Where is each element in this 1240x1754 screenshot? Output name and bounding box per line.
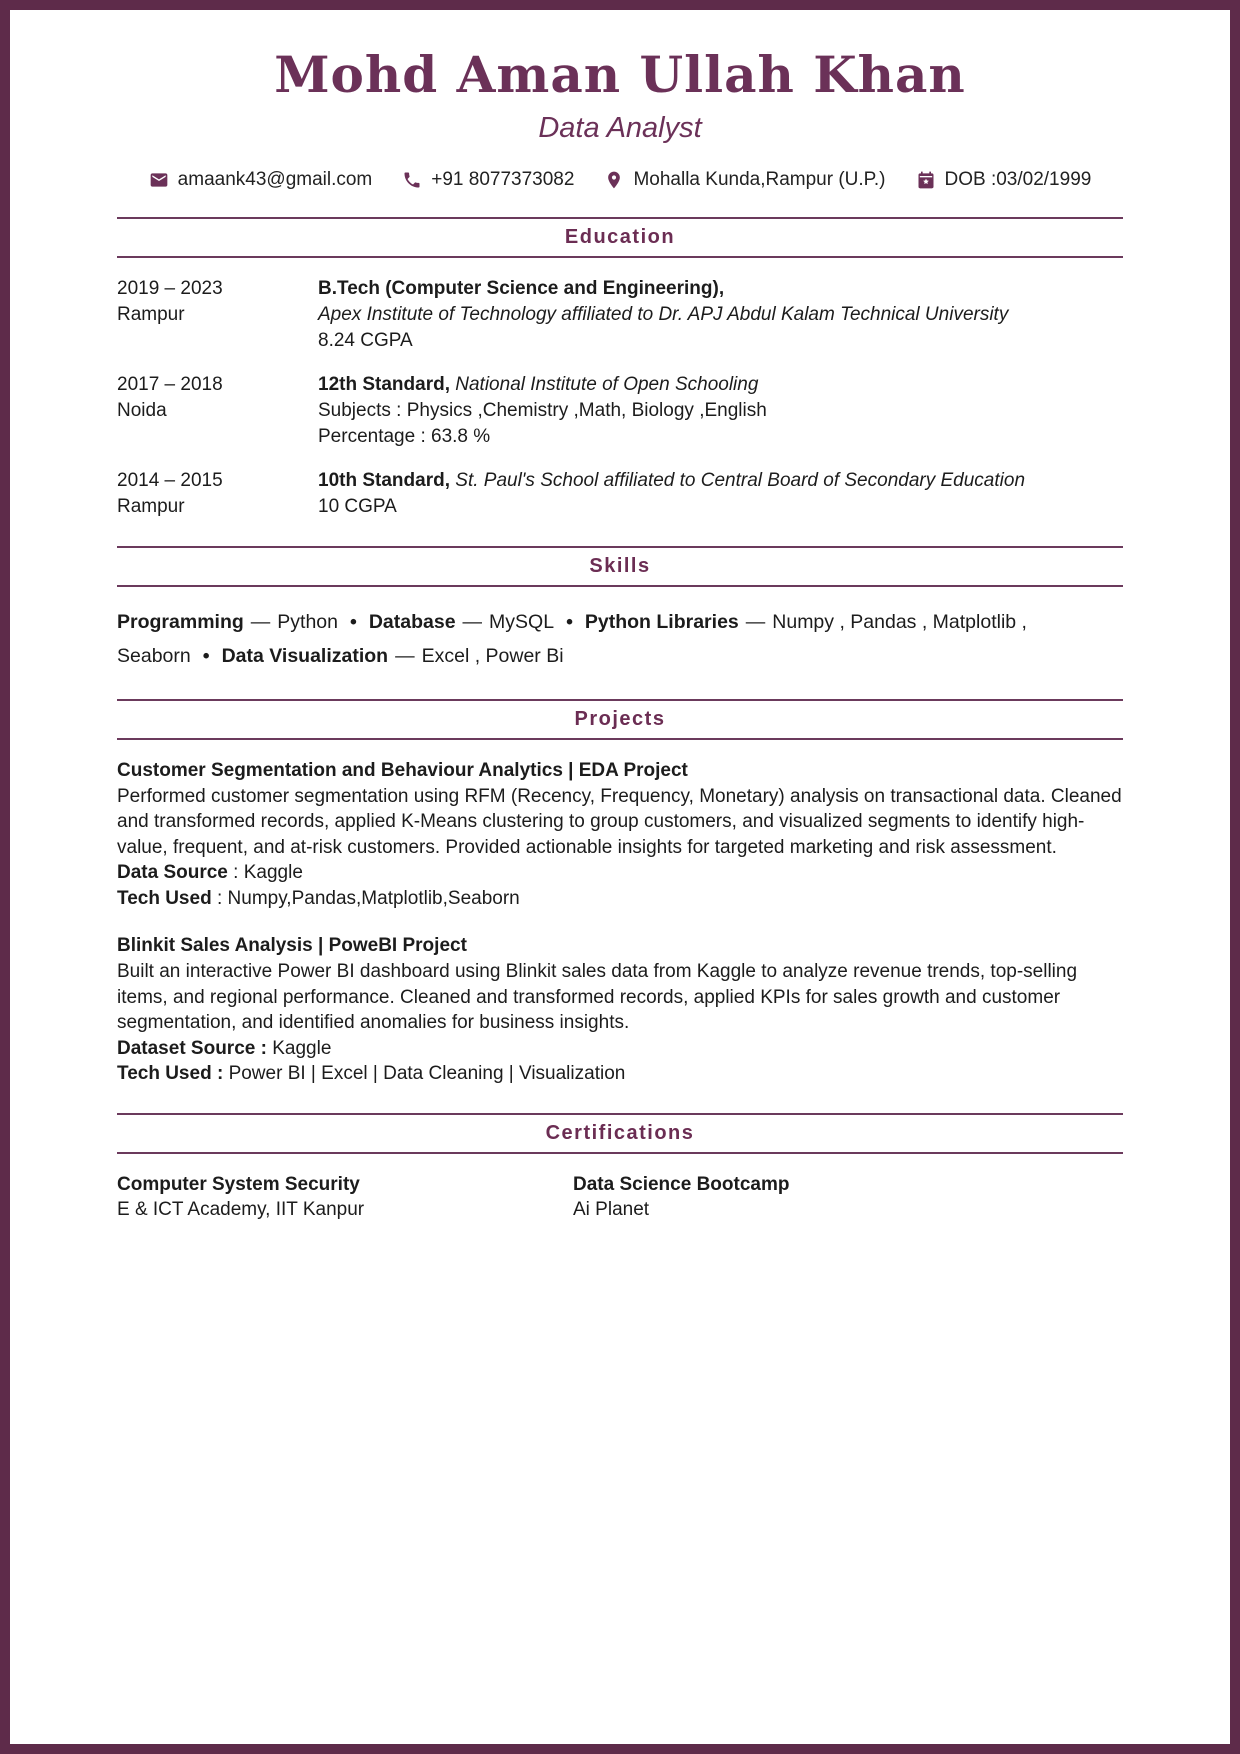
contact-email-text: amaank43@gmail.com (177, 168, 373, 190)
project-tech-value: Numpy,Pandas,Matplotlib,Seaborn (227, 887, 520, 909)
education-entry-detail (318, 468, 1123, 520)
skill-dash: — (462, 610, 483, 633)
resume-document (10, 10, 1230, 1222)
certification-computer-system-security (117, 1172, 573, 1222)
project-source-label: Data Source (117, 862, 228, 883)
project-title: Blinkit Sales Analysis | PoweBI Project (117, 935, 467, 956)
project-blinkit-sales (117, 933, 1123, 1087)
education-location: Noida (117, 399, 167, 421)
education-entry-meta (117, 276, 318, 354)
section-heading-education: Education (117, 217, 1123, 258)
resume-header (117, 46, 1123, 191)
certification-org: Ai Planet (573, 1198, 650, 1220)
skill-label: Python Libraries (584, 610, 739, 633)
project-tech-label: Tech Used (117, 887, 212, 909)
contact-location-text: Mohalla Kunda,Rampur (U.P.) (633, 168, 886, 190)
education-degree: B.Tech (Computer Science and Engineering), (318, 277, 725, 299)
project-description: Performed customer segmentation using RFM (Recency, Frequency, Monetary) analysis on transactional data. Cleaned and transformed records, applied K-Means clustering to group customers, and visualized segments to identify high-value, frequent, and at-risk customers. Provided actionable insights for targeted marketing and risk assessment. (117, 785, 1122, 858)
project-source-value: Kaggle (272, 1037, 332, 1059)
education-score: 8.24 CGPA (318, 329, 413, 351)
project-tech-used (117, 886, 1123, 912)
education-entry-12th (117, 372, 1123, 450)
section-projects (117, 699, 1123, 1087)
education-location: Rampur (117, 303, 185, 325)
contact-phone (402, 169, 574, 191)
education-dates: 2014 – 2015 (117, 469, 223, 491)
skill-bullet: • (566, 610, 573, 633)
project-data-source (117, 1036, 1123, 1062)
project-tech-value: Power BI | Excel | Data Cleaning | Visualization (228, 1063, 626, 1084)
email-icon (149, 170, 169, 190)
project-source-value: Kaggle (243, 862, 303, 883)
contact-phone-text: +91 8077373082 (431, 168, 575, 190)
certifications-grid (117, 1172, 1123, 1222)
education-dates: 2019 – 2023 (117, 277, 223, 299)
skill-value: Excel , Power Bi (421, 644, 564, 667)
section-heading-skills: Skills (117, 546, 1123, 587)
certification-title: Data Science Bootcamp (573, 1173, 790, 1195)
contact-dob (916, 169, 1092, 191)
project-data-source (117, 860, 1123, 886)
project-title: Customer Segmentation and Behaviour Analytics | EDA Project (117, 759, 688, 781)
skill-dash: — (250, 610, 271, 633)
education-institution: St. Paul's School affiliated to Central Board of Secondary Education (455, 469, 1026, 491)
education-entry-meta (117, 372, 318, 450)
skill-label: Programming (117, 610, 244, 633)
skill-value: Python (277, 610, 338, 633)
project-tech-sep: : (211, 887, 228, 909)
contact-dob-text: DOB :03/02/1999 (944, 168, 1092, 190)
contact-row (117, 169, 1123, 191)
phone-icon (402, 170, 422, 190)
contact-location (604, 169, 885, 191)
skill-label: Data Visualization (221, 644, 389, 667)
section-certifications (117, 1113, 1123, 1222)
certification-title: Computer System Security (117, 1173, 360, 1195)
education-dates: 2017 – 2018 (117, 373, 223, 395)
skill-bullet: • (350, 610, 357, 633)
resume-job-title: Data Analyst (538, 111, 702, 144)
location-icon (604, 170, 624, 190)
skills-list (117, 605, 1123, 673)
section-heading-projects: Projects (117, 699, 1123, 740)
education-institution: Apex Institute of Technology affiliated to Dr. APJ Abdul Kalam Technical University (318, 303, 1009, 325)
skill-dash: — (745, 610, 766, 633)
education-entry-detail (318, 372, 1123, 450)
section-skills (117, 546, 1123, 673)
skill-value: MySQL (489, 610, 555, 633)
section-heading-certifications: Certifications (117, 1113, 1123, 1154)
certification-data-science-bootcamp (573, 1172, 1123, 1222)
education-entry-meta (117, 468, 318, 520)
education-entry-btech (117, 276, 1123, 354)
project-description: Built an interactive Power BI dashboard using Blinkit sales data from Kaggle to analyze revenue trends, top-selling items, and regional performance. Cleaned and transformed records, applied KPIs for sales growth and customer segmentation, and identified anomalies for business insights. (117, 961, 1078, 1033)
education-score: Percentage : 63.8 % (318, 425, 491, 447)
resume-name: Mohd Aman Ullah Khan (274, 45, 966, 104)
education-institution: National Institute of Open Schooling (455, 373, 759, 395)
project-tech-label: Tech Used : (117, 1063, 224, 1084)
contact-email (149, 169, 373, 191)
project-customer-segmentation (117, 758, 1123, 912)
skill-label: Database (368, 610, 456, 633)
project-source-sep: : (227, 862, 244, 883)
project-source-label: Dataset Source : (117, 1037, 267, 1059)
education-degree: 12th Standard, (318, 373, 450, 395)
education-entry-detail (318, 276, 1123, 354)
skill-value: Numpy , Pandas , Matplotlib , Seaborn (117, 610, 1027, 667)
certification-org: E & ICT Academy, IIT Kanpur (117, 1198, 365, 1220)
skill-dash: — (395, 644, 415, 667)
project-tech-used (117, 1061, 1123, 1087)
calendar-icon (916, 170, 936, 190)
education-degree: 10th Standard, (318, 469, 450, 491)
education-subjects: Subjects : Physics ,Chemistry ,Math, Biology ,English (318, 399, 767, 421)
education-location: Rampur (117, 495, 185, 517)
skill-bullet: • (202, 644, 210, 667)
education-entry-10th (117, 468, 1123, 520)
section-education (117, 217, 1123, 520)
education-score: 10 CGPA (318, 495, 397, 517)
